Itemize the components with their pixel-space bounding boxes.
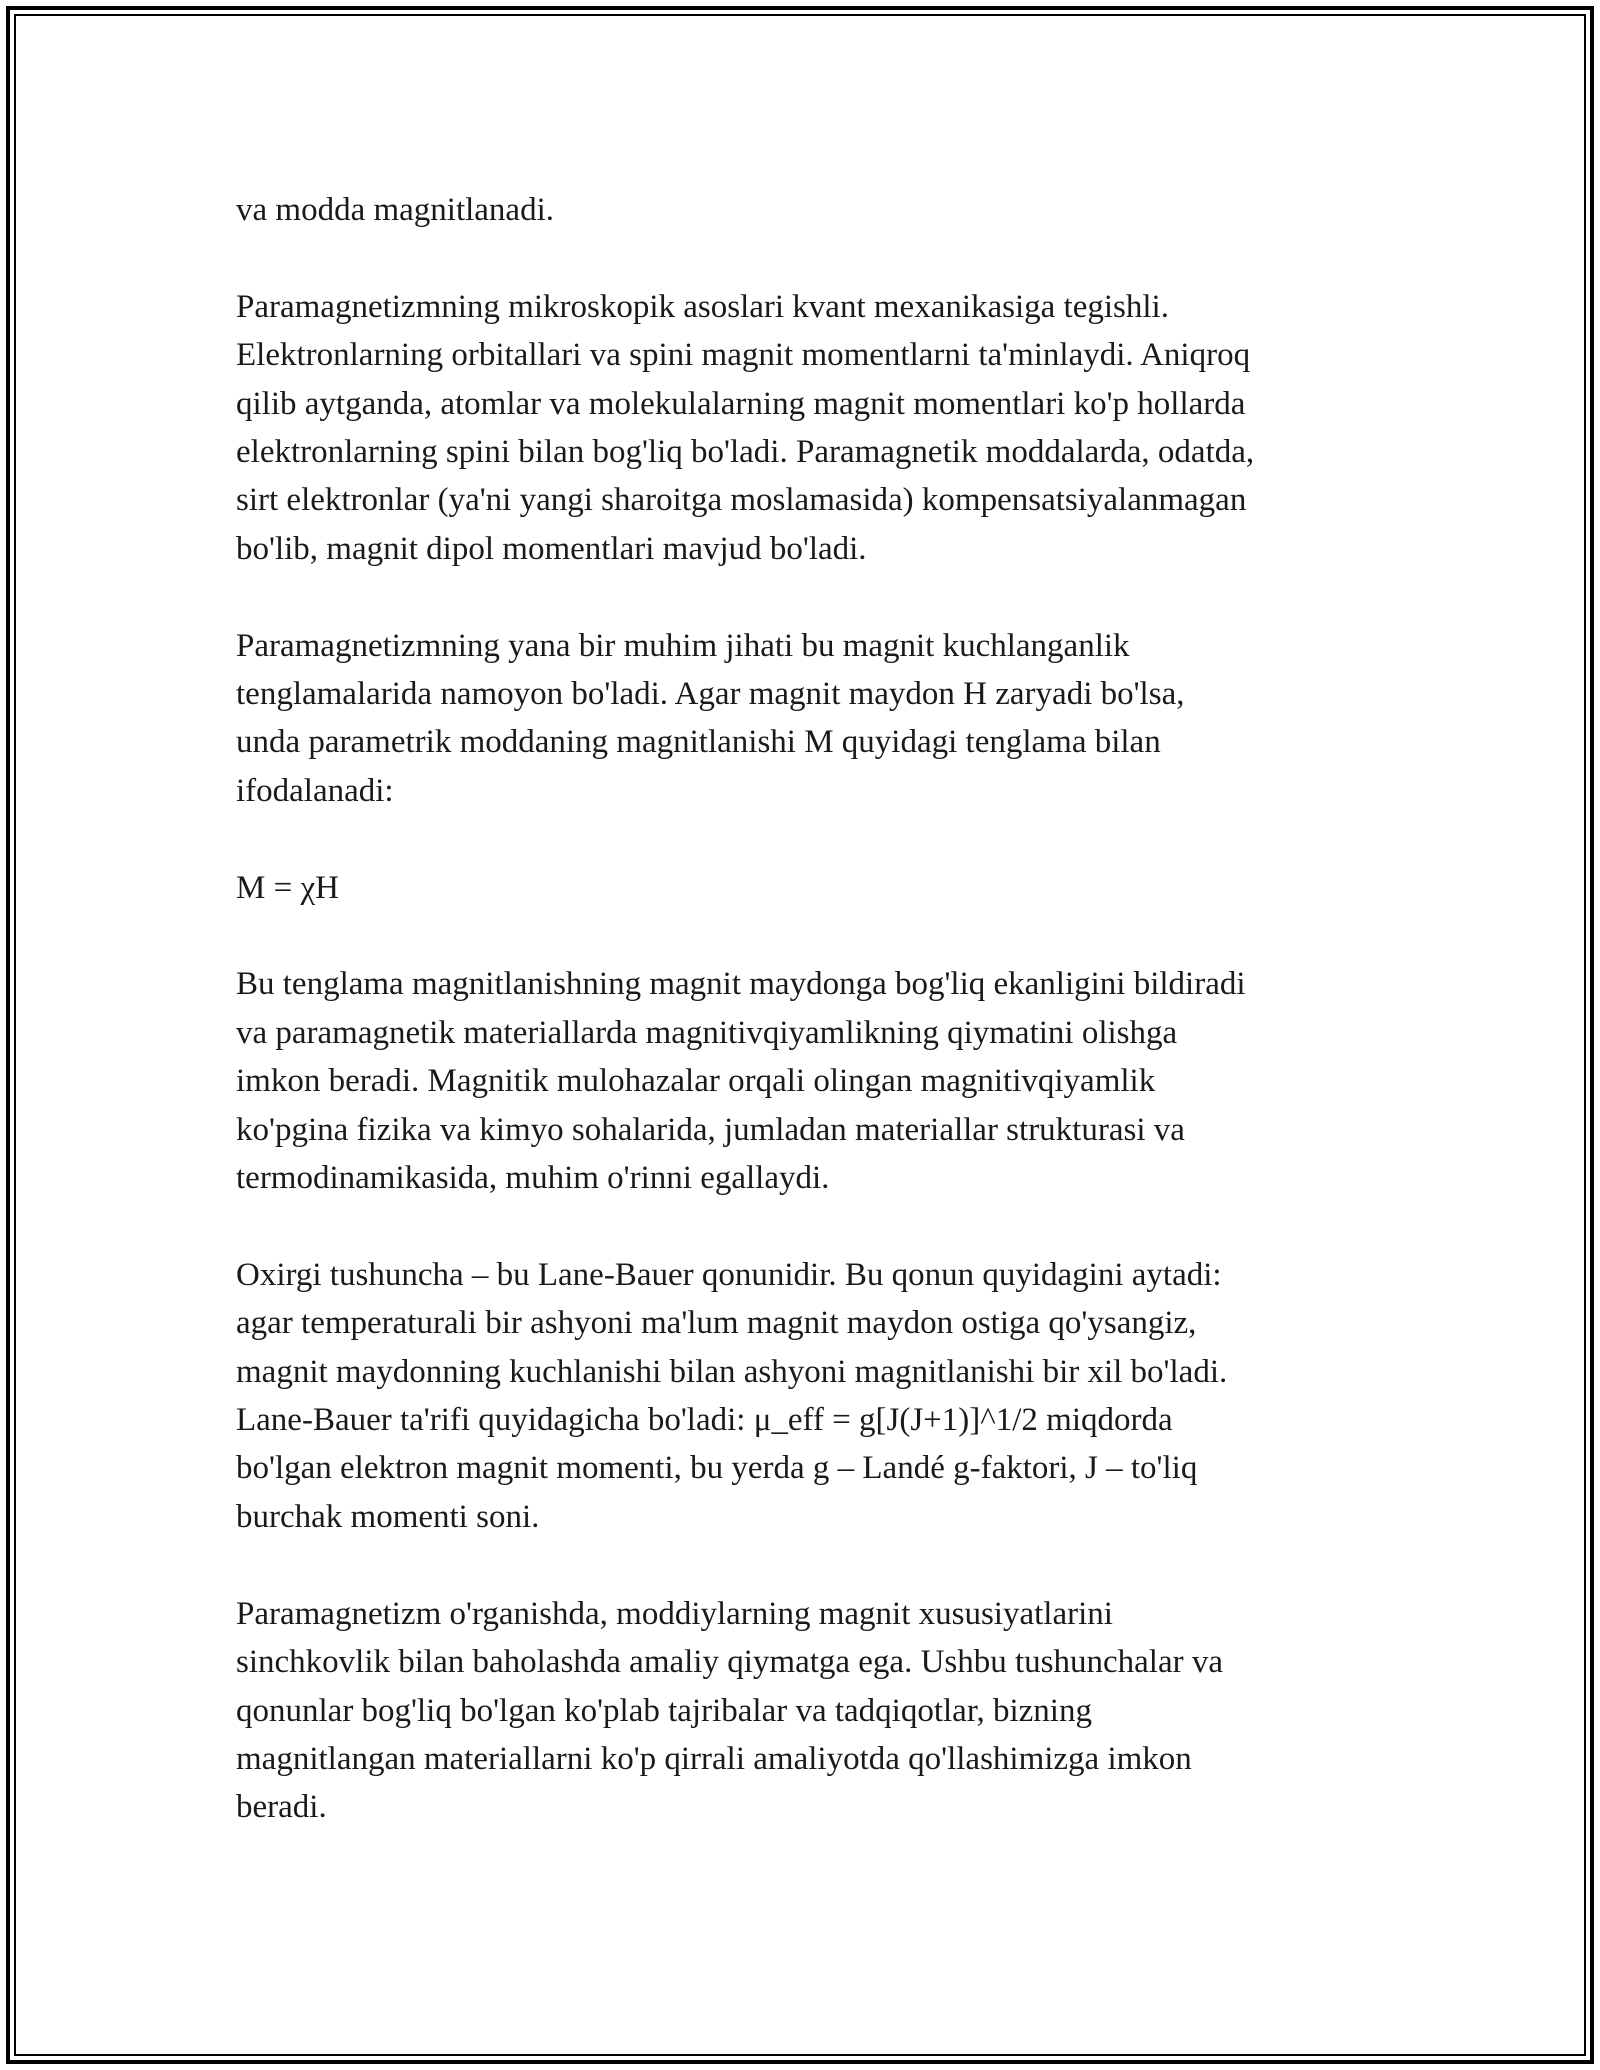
equation-magnetization: M = χH xyxy=(236,869,339,906)
paragraph-continuation: va modda magnitlanadi. xyxy=(236,192,554,228)
document-body xyxy=(236,186,1376,1880)
paragraph-microscopic-basis: Paramagnetizmning mikroskopik asoslari kvant mexanikasiga tegishli. Elektronlarning orbitallari va spini magnit momentlarni ta'minlaydi. Aniqroq qilib aytganda, atomlar va molekulalarning magnit momentlari ko'p hollarda elektronlarning spini bilan bog'liq bo'ladi. Paramagnetik moddalarda, odatda, sirt elektronlar (ya'ni yangi sharoitga moslamasida) kompensatsiyalanmagan bo'lib, magnit dipol momentlari mavjud bo'ladi. xyxy=(236,288,1255,567)
paragraph-conclusion: Paramagnetizm o'rganishda, moddiylarning magnit xususiyatlarini sinchkovlik bilan baholashda amaliy qiymatga ega. Ushbu tushunchalar va qonunlar bog'liq bo'lgan ko'plab tajribalar va tadqiqotlar, bizning magnitlangan materiallarni ko'p qirrali amaliyotda qo'llashimizga imkon beradi. xyxy=(236,1595,1224,1826)
paragraph-lane-bauer-law: Oxirgi tushuncha – bu Lane-Bauer qonunidir. Bu qonun quyidagini aytadi: agar temperaturali bir ashyoni ma'lum magnit maydon ostiga qo'ysangiz, magnit maydonning kuchlanishi bilan ashyoni magnitlanishi bir xil bo'ladi. Lane-Bauer ta'rifi quyidagicha bo'ladi: μ_eff = g[J(J+1)]^1/2 miqdorda bo'lgan elektron magnit momenti, bu yerda g – Landé g-faktori, J – to'liq burchak momenti soni. xyxy=(236,1256,1228,1535)
paragraph-susceptibility: Bu tenglama magnitlanishning magnit maydonga bog'liq ekanligini bildiradi va paramagnetik materiallarda magnitivqiyamlikning qiymatini olishga imkon beradi. Magnitik mulohazalar orqali olingan magnitivqiyamlik ko'pgina fizika va kimyo sohalarida, jumladan materiallar strukturasi va termodinamikasida, muhim o'rinni egallaydi. xyxy=(236,966,1246,1197)
paragraph-magnetization-equation-intro: Paramagnetizmning yana bir muhim jihati bu magnit kuchlanganlik tenglamalarida namoyon bo'ladi. Agar magnit maydon H zaryadi bo'lsa, unda parametrik moddaning magnitlanishi M quyidagi tenglama bilan ifodalanadi: xyxy=(236,627,1185,809)
